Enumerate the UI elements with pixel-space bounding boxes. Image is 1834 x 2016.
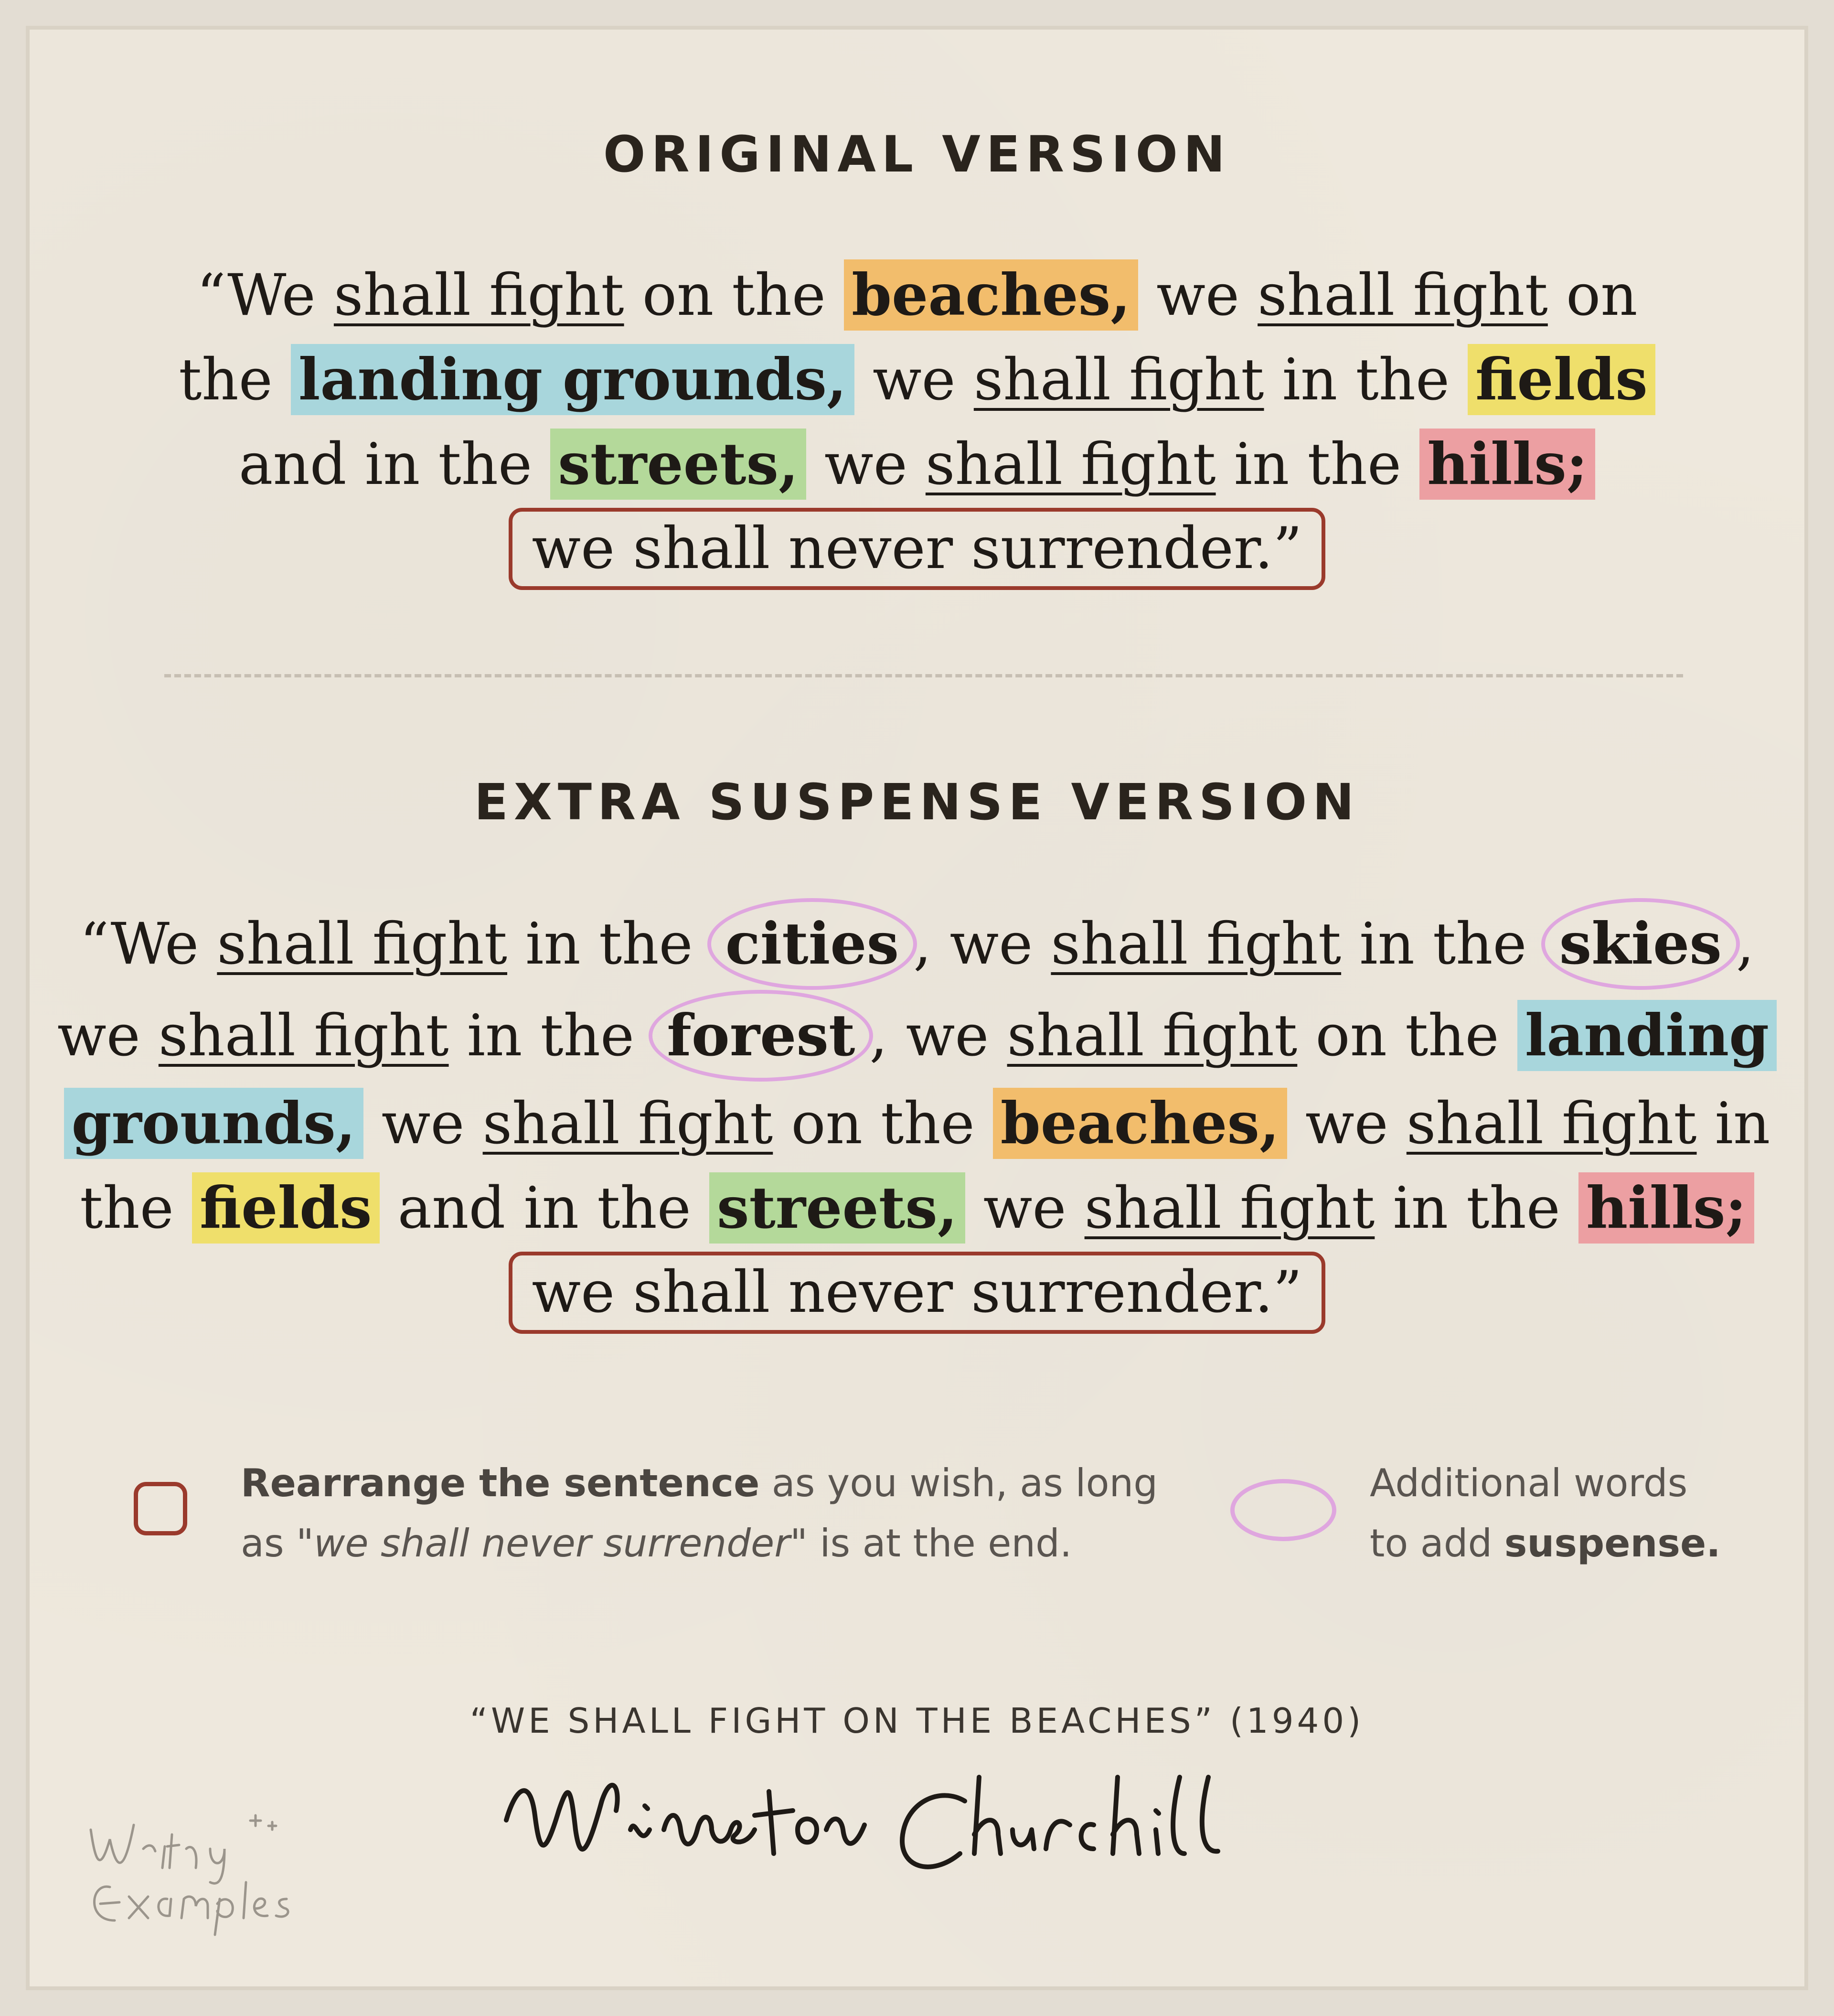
text: and in the — [238, 431, 551, 498]
text: the — [80, 1175, 192, 1242]
text: as you wish, as long — [759, 1461, 1158, 1505]
signature — [487, 1758, 1385, 1892]
underlined-shall-fight: shall fight — [1084, 1175, 1375, 1242]
highlight-fields: fields — [192, 1172, 380, 1244]
circled-forest: forest — [649, 990, 873, 1082]
quote-line — [0, 507, 1834, 591]
text: " is at the end. — [790, 1521, 1072, 1566]
text: on the — [773, 1091, 993, 1157]
text: “We — [196, 262, 334, 329]
text: we — [363, 1091, 483, 1157]
highlight-beaches: beaches, — [844, 259, 1138, 331]
underlined-shall-fight: shall fight — [482, 1091, 773, 1157]
legend-box-swatch — [134, 1482, 187, 1535]
circled-cities: cities — [707, 898, 917, 990]
boxed-never-surrender: we shall never surrender.” — [509, 508, 1325, 590]
source-caption: “WE SHALL FIGHT ON THE BEACHES” (1940) — [469, 1701, 1365, 1741]
legend-box-bold: Rearrange the sentence — [241, 1461, 760, 1505]
text: “We — [79, 911, 217, 977]
legend-circle-line-2 — [1370, 1513, 1721, 1574]
quote-line — [0, 1166, 1834, 1251]
boxed-never-surrender: we shall never surrender.” — [509, 1252, 1325, 1334]
text: in the — [1264, 347, 1468, 413]
text: , — [1736, 911, 1755, 977]
text: in the — [1375, 1175, 1578, 1242]
text: on — [1547, 262, 1638, 329]
text: we — [854, 347, 974, 413]
text: as " — [241, 1521, 314, 1566]
text: in the — [1341, 911, 1545, 977]
underlined-shall-fight: shall fight — [217, 911, 508, 977]
legend-box-text — [241, 1453, 1158, 1574]
text: on the — [624, 262, 844, 329]
text: the — [179, 347, 291, 413]
legend-circle-swatch — [1230, 1479, 1336, 1541]
highlight-streets: streets, — [709, 1172, 965, 1244]
suspense-heading: EXTRA SUSPENSE VERSION — [474, 773, 1360, 831]
legend-box-line-2 — [241, 1513, 1158, 1574]
highlight-hills: hills; — [1578, 1172, 1754, 1244]
legend-circle-text — [1370, 1453, 1721, 1574]
text: , we — [869, 1003, 1007, 1069]
underlined-shall-fight: shall fight — [333, 262, 624, 329]
highlight-hills: hills; — [1419, 429, 1595, 500]
text: on the — [1297, 1003, 1517, 1069]
text: in the — [448, 1003, 653, 1069]
text: in — [1696, 1091, 1770, 1157]
legend-box-italic: we shall never surrender — [313, 1521, 790, 1566]
underlined-shall-fight: shall fight — [1007, 1003, 1298, 1069]
original-heading: ORIGINAL VERSION — [603, 125, 1231, 183]
text: we — [806, 431, 926, 498]
highlight-landing: landing — [1517, 1000, 1777, 1071]
quote-line — [0, 253, 1834, 338]
text: we — [1287, 1091, 1407, 1157]
text: to add — [1370, 1521, 1504, 1566]
underlined-shall-fight: shall fight — [1406, 1091, 1697, 1157]
text: we — [57, 1003, 159, 1069]
text: and in the — [379, 1175, 709, 1242]
highlight-landing-grounds: landing grounds, — [291, 344, 854, 415]
text: we — [965, 1175, 1085, 1242]
quote-line — [0, 1251, 1834, 1335]
circled-skies: skies — [1541, 898, 1740, 990]
underlined-shall-fight: shall fight — [1051, 911, 1342, 977]
legend-box-line-1 — [241, 1453, 1158, 1513]
quote-line — [0, 1082, 1834, 1166]
legend-circle-line-1: Additional words — [1370, 1461, 1688, 1505]
highlight-streets: streets, — [550, 429, 806, 500]
quote-line — [0, 898, 1834, 990]
text: , we — [913, 911, 1051, 977]
underlined-shall-fight: shall fight — [1258, 262, 1548, 329]
highlight-beaches: beaches, — [993, 1088, 1287, 1159]
underlined-shall-fight: shall fight — [925, 431, 1216, 498]
writing-examples-logo — [72, 1801, 320, 1944]
suspense-quote — [0, 898, 1834, 1335]
text: in the — [507, 911, 711, 977]
quote-line — [0, 338, 1834, 422]
quote-line — [0, 422, 1834, 507]
legend-circle-bold: suspense. — [1504, 1521, 1721, 1566]
dashed-divider — [164, 674, 1683, 677]
highlight-fields: fields — [1468, 344, 1655, 415]
underlined-shall-fight: shall fight — [158, 1003, 449, 1069]
quote-line — [0, 990, 1834, 1082]
text: in the — [1216, 431, 1420, 498]
highlight-grounds: grounds, — [64, 1088, 363, 1159]
underlined-shall-fight: shall fight — [973, 347, 1264, 413]
original-quote — [0, 253, 1834, 591]
text: we — [1138, 262, 1258, 329]
